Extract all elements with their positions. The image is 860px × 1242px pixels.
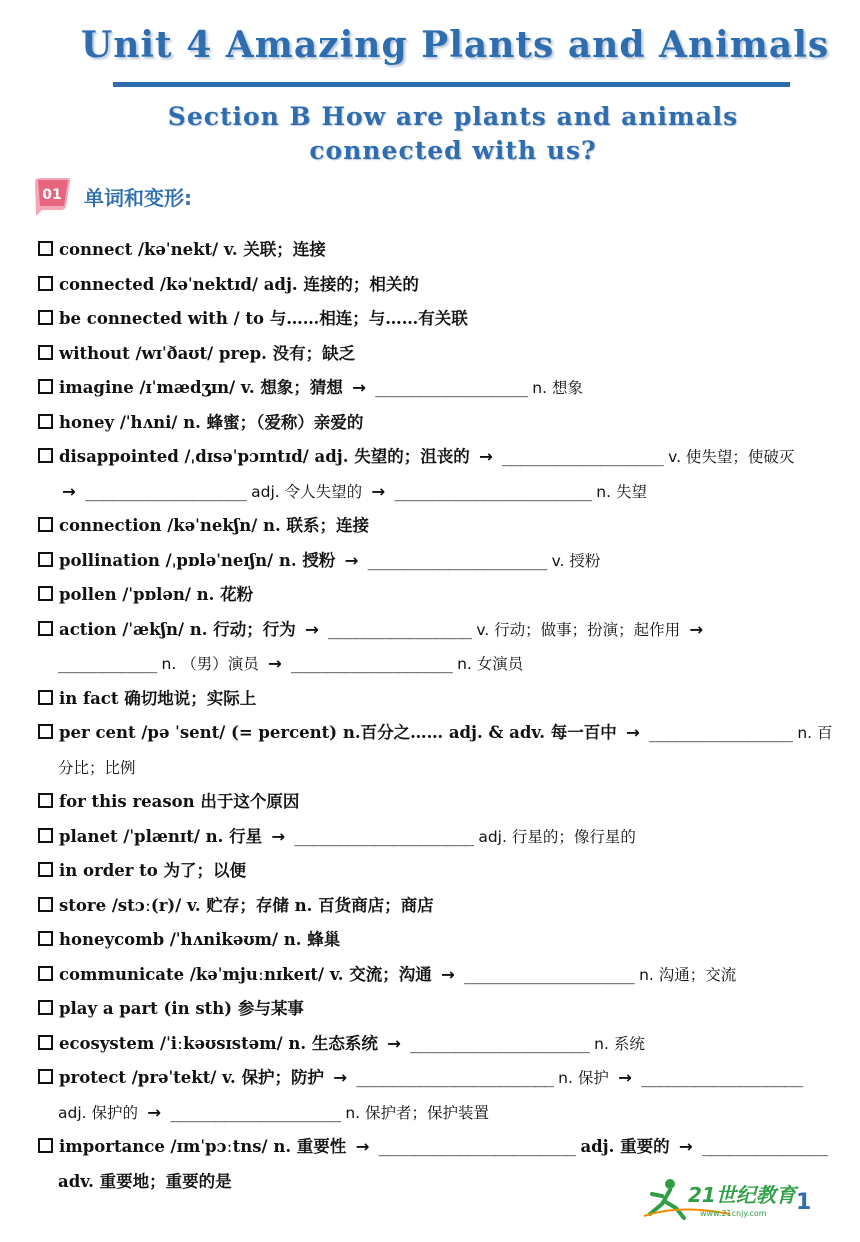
checkbox-icon[interactable]: [38, 1000, 53, 1015]
list-item: store /stɔː(r)/ v. 贮存；存储 n. 百货商店；商店: [38, 889, 828, 924]
list-item: connected /kəˈnektɪd/ adj. 连接的；相关的: [38, 268, 828, 303]
list-item: action /ˈækʃn/ n. 行动；行为 → ________________ v. 行动；做事；扮演；起作用 →: [38, 613, 828, 648]
fill-in-blank[interactable]: ________________: [649, 723, 793, 742]
list-item: for this reason 出于这个原因: [38, 785, 828, 820]
checkbox-icon[interactable]: [38, 552, 53, 567]
list-item: pollination /ˌpɒləˈneɪʃn/ n. 授粉 → ____________________ v. 授粉: [38, 544, 828, 579]
checkbox-icon[interactable]: [38, 379, 53, 394]
publisher-logo: [640, 1174, 820, 1222]
checkbox-icon[interactable]: [38, 966, 53, 981]
checkbox-icon[interactable]: [38, 586, 53, 601]
list-item: be connected with / to 与……相连；与……有关联: [38, 302, 828, 337]
list-item: protect /prəˈtekt/ v. 保护；防护 → ______________________ n. 保护 → __________________: [38, 1061, 828, 1096]
checkbox-icon[interactable]: [38, 897, 53, 912]
fill-in-blank[interactable]: ______________________: [378, 1137, 576, 1156]
list-item-continuation: adv. 重要地；重要的是: [58, 1171, 232, 1191]
list-item: importance /ɪmˈpɔːtns/ n. 重要性 → ______________________ adj. 重要的 → ______________: [38, 1130, 828, 1165]
list-item: planet /ˈplænɪt/ n. 行星 → ____________________ adj. 行星的；像行星的: [38, 820, 828, 855]
fill-in-blank[interactable]: ____________________: [410, 1033, 589, 1053]
section-badge-icon: [32, 176, 72, 216]
arrow-icon: →: [387, 1033, 401, 1053]
arrow-icon: →: [689, 619, 704, 639]
fill-in-blank[interactable]: __________________: [85, 481, 246, 501]
list-item: honey /ˈhʌni/ n. 蜂蜜；（爱称）亲爱的: [38, 406, 828, 441]
page-number: 1: [796, 1190, 812, 1215]
section-label: 单词和变形:: [84, 186, 192, 210]
checkbox-icon[interactable]: [38, 448, 53, 463]
checkbox-icon[interactable]: [38, 241, 53, 256]
checkbox-icon[interactable]: [38, 931, 53, 946]
arrow-icon: →: [267, 654, 282, 673]
fill-in-blank[interactable]: ______________: [701, 1137, 828, 1156]
arrow-icon: →: [271, 826, 286, 846]
list-item: pollen /ˈpɒlən/ n. 花粉: [38, 578, 828, 613]
checkbox-icon[interactable]: [38, 1138, 53, 1153]
arrow-icon: →: [305, 619, 319, 639]
fill-in-blank[interactable]: ___________: [58, 654, 157, 673]
checkbox-icon[interactable]: [38, 724, 53, 739]
fill-in-blank[interactable]: ___________________: [464, 964, 634, 984]
checkbox-icon[interactable]: [38, 828, 53, 843]
checkbox-icon[interactable]: [38, 621, 53, 636]
fill-in-blank[interactable]: _________________: [375, 378, 528, 397]
section-badge-number: 01: [42, 187, 62, 203]
checkbox-icon[interactable]: [38, 1035, 53, 1050]
list-item: without /wɪˈðaʊt/ prep. 没有；缺乏: [38, 337, 828, 372]
checkbox-icon[interactable]: [38, 793, 53, 808]
page-title: Unit 4 Amazing Plants and Animals: [80, 24, 830, 66]
fill-in-blank[interactable]: ____________________: [367, 550, 547, 570]
checkbox-icon[interactable]: [38, 276, 53, 291]
arrow-icon: →: [62, 481, 76, 501]
list-item: in fact 确切地说；实际上: [38, 682, 828, 717]
checkbox-icon[interactable]: [38, 517, 53, 532]
list-item: honeycomb /ˈhʌnikəʊm/ n. 蜂巢: [38, 923, 828, 958]
arrow-icon: →: [678, 1137, 693, 1156]
section-subtitle: [0, 100, 860, 168]
list-item: communicate /kəˈmjuːnɪkeɪt/ v. 交流；沟通 → ___________________ n. 沟通；交流: [38, 958, 828, 993]
fill-in-blank[interactable]: ___________________: [170, 1102, 341, 1122]
arrow-icon: →: [478, 447, 493, 466]
list-item: disappointed /ˌdɪsəˈpɔɪntɪd/ adj. 失望的；沮丧的 → __________________ v. 使失望；使破灭: [38, 440, 828, 475]
arrow-icon: →: [355, 1137, 370, 1156]
fill-in-blank[interactable]: __________________: [502, 447, 663, 466]
title-rule: [113, 82, 790, 87]
fill-in-blank[interactable]: ______________________: [394, 481, 592, 501]
subtitle-line-1: Section B How are plants and animals: [167, 102, 739, 131]
arrow-icon: →: [626, 723, 640, 742]
arrow-icon: →: [352, 378, 366, 397]
list-item-continuation: ___________ n. （男）演员 → __________________ n. 女演员: [58, 654, 524, 673]
list-item: ecosystem /ˈiːkəʊsɪstəm/ n. 生态系统 → ____________________ n. 系统: [38, 1027, 828, 1062]
arrow-icon: →: [440, 964, 455, 984]
vocabulary-list: [38, 233, 833, 1199]
list-item: connect /kəˈnekt/ v. 关联；连接: [38, 233, 828, 268]
checkbox-icon[interactable]: [38, 345, 53, 360]
arrow-icon: →: [147, 1102, 162, 1122]
arrow-icon: →: [371, 481, 386, 501]
arrow-icon: →: [333, 1068, 348, 1087]
list-item-continuation: adj. 保护的 → ___________________ n. 保护者；保护装置: [58, 1102, 490, 1122]
logo-text: 21世纪教育: [688, 1183, 796, 1207]
fill-in-blank[interactable]: __________________: [291, 654, 452, 673]
checkbox-icon[interactable]: [38, 310, 53, 325]
logo-url: www.21cnjy.com: [700, 1209, 767, 1218]
list-item-continuation: 分比；比例: [58, 758, 136, 777]
checkbox-icon[interactable]: [38, 690, 53, 705]
list-item: imagine /ɪˈmædʒɪn/ v. 想象；猜想 → _________________ n. 想象: [38, 371, 828, 406]
checkbox-icon[interactable]: [38, 1069, 53, 1084]
arrow-icon: →: [618, 1068, 632, 1087]
checkbox-icon[interactable]: [38, 862, 53, 877]
section-header: [32, 176, 332, 218]
list-item: per cent /pə ˈsent/ (= percent) n.百分之…… adj. & adv. 每一百中 → ________________ n. 百: [38, 716, 828, 751]
fill-in-blank[interactable]: ________________: [328, 619, 472, 639]
list-item: connection /kəˈnekʃn/ n. 联系；连接: [38, 509, 828, 544]
fill-in-blank[interactable]: __________________: [641, 1068, 802, 1087]
list-item-continuation: → __________________ adj. 令人失望的 → ______________________ n. 失望: [62, 481, 647, 501]
list-item: play a part (in sth) 参与某事: [38, 992, 828, 1027]
checkbox-icon[interactable]: [38, 414, 53, 429]
list-item: in order to 为了；以便: [38, 854, 828, 889]
arrow-icon: →: [344, 550, 359, 570]
fill-in-blank[interactable]: ______________________: [356, 1068, 553, 1087]
fill-in-blank[interactable]: ____________________: [294, 826, 474, 846]
subtitle-line-2: connected with us?: [309, 136, 597, 165]
